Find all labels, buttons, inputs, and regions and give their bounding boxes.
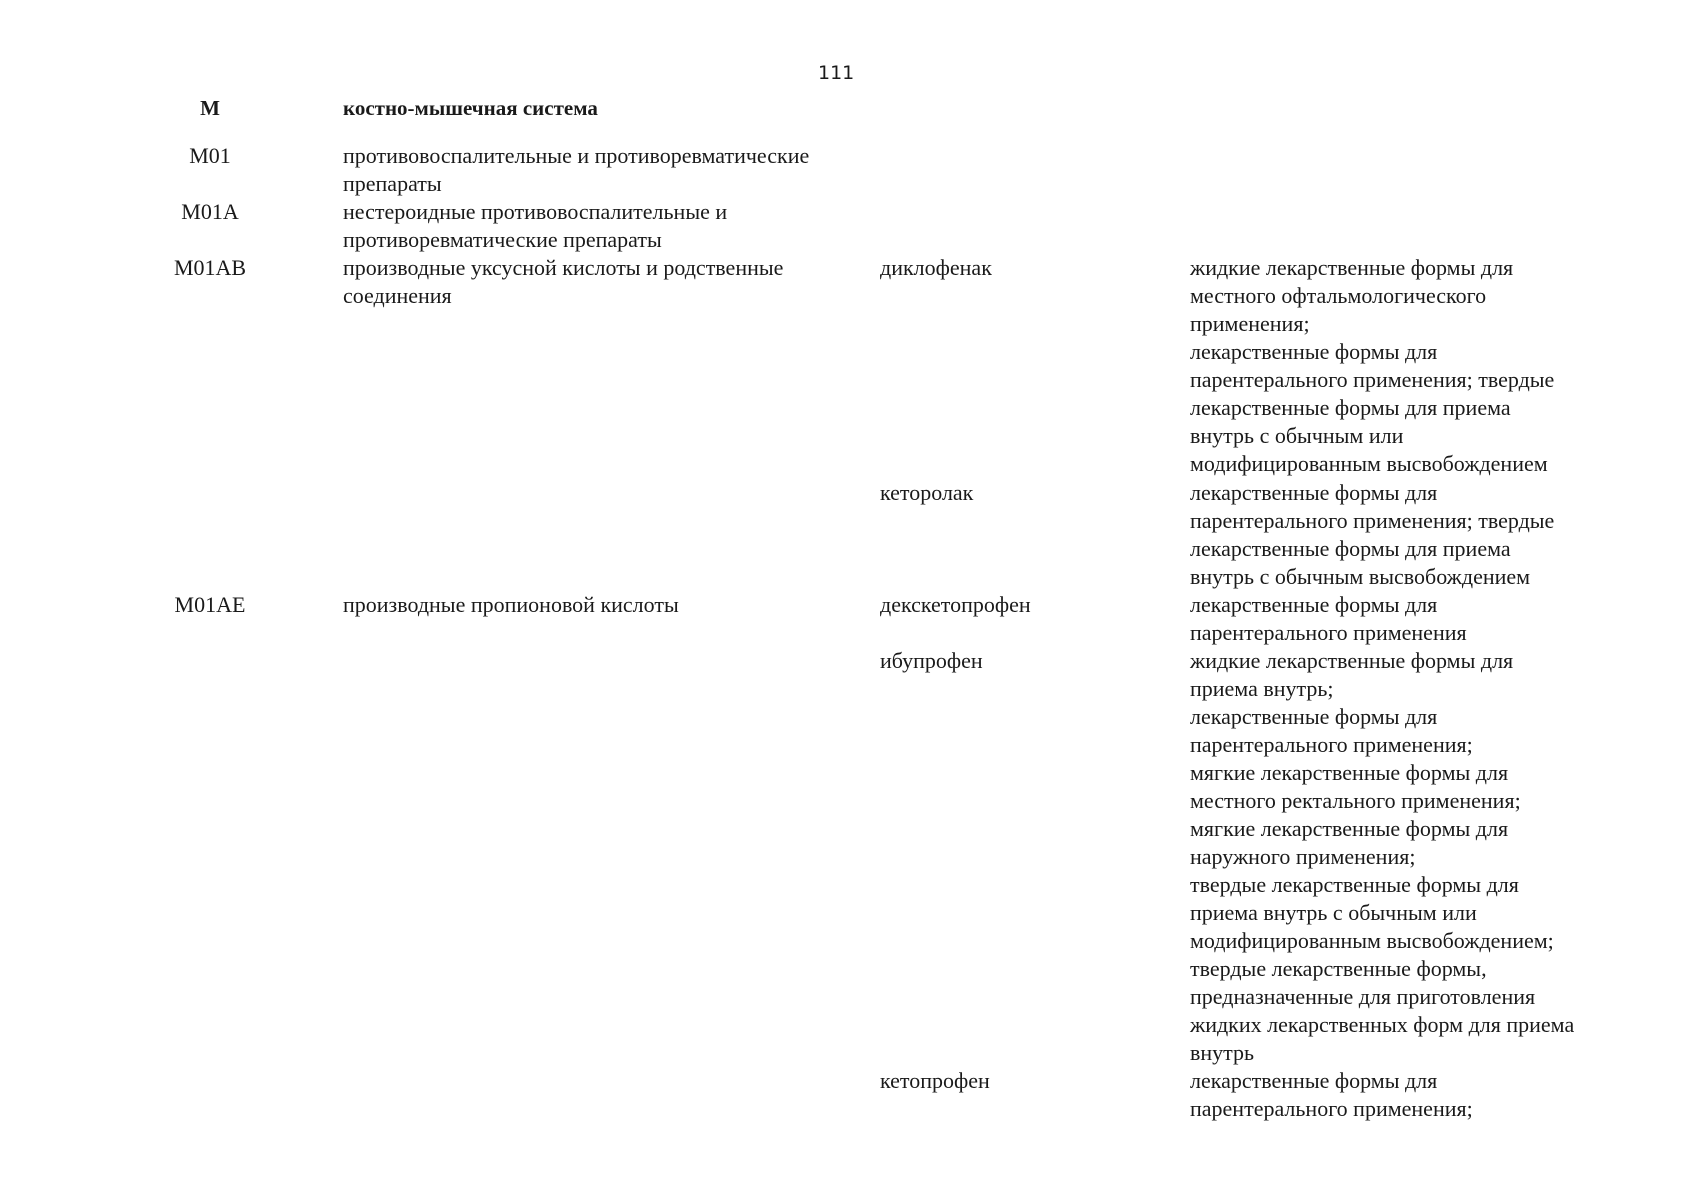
form-line: лекарственные формы для: [1190, 1068, 1438, 1093]
form-line: внутрь: [1190, 1040, 1255, 1065]
form-line: твердые лекарственные формы,: [1190, 956, 1487, 981]
form-line: парентерального применения; твердые: [1190, 367, 1555, 392]
description-line: производные пропионовой кислоты: [343, 592, 679, 617]
group-description: [343, 142, 873, 198]
dosage-forms: [1190, 479, 1660, 591]
form-line: жидких лекарственных форм для приема: [1190, 1012, 1575, 1037]
form-line: парентерального применения;: [1190, 1096, 1473, 1121]
form-line: лекарственные формы для приема: [1190, 536, 1511, 561]
description-line: соединения: [343, 283, 452, 308]
form-line: местного офтальмологического: [1190, 283, 1487, 308]
drug-name: декскетопрофен: [880, 592, 1031, 617]
group-code: М01АЕ: [174, 592, 246, 617]
dosage-forms: [1190, 254, 1660, 478]
form-line: парентерального применения; твердые: [1190, 508, 1555, 533]
form-line: модифицированным высвобождением: [1190, 451, 1548, 476]
form-line: лекарственные формы для: [1190, 592, 1438, 617]
form-line: лекарственные формы для приема: [1190, 395, 1511, 420]
description-line: производные уксусной кислоты и родственные: [343, 255, 784, 280]
form-line: внутрь с обычным высвобождением: [1190, 564, 1531, 589]
form-line: твердые лекарственные формы для: [1190, 872, 1519, 897]
drug-name: диклофенак: [880, 255, 992, 280]
page-number: 111: [818, 62, 855, 84]
form-line: жидкие лекарственные формы для: [1190, 255, 1514, 280]
form-line: парентерального применения;: [1190, 732, 1473, 757]
form-line: мягкие лекарственные формы для: [1190, 760, 1509, 785]
form-line: парентерального применения: [1190, 620, 1467, 645]
description-line: противовоспалительные и противоревматические: [343, 143, 810, 168]
form-line: лекарственные формы для: [1190, 480, 1438, 505]
drug-name: ибупрофен: [880, 648, 983, 673]
form-line: приема внутрь с обычным или: [1190, 900, 1477, 925]
form-line: местного ректального применения;: [1190, 788, 1521, 813]
group-description: [343, 198, 873, 254]
group-description: [343, 591, 873, 619]
form-line: применения;: [1190, 311, 1310, 336]
dosage-forms: [1190, 591, 1660, 647]
dosage-forms: [1190, 647, 1660, 1067]
form-line: внутрь с обычным или: [1190, 423, 1404, 448]
group-code: М01АВ: [173, 255, 247, 280]
form-line: жидкие лекарственные формы для: [1190, 648, 1514, 673]
group-code: М01: [189, 143, 231, 168]
section-title: костно-мышечная система: [343, 96, 598, 120]
form-line: наружного применения;: [1190, 844, 1416, 869]
description-line: противоревматические препараты: [343, 227, 662, 252]
group-code: М01А: [181, 199, 239, 224]
form-line: лекарственные формы для: [1190, 339, 1438, 364]
drug-name: кеторолак: [880, 480, 974, 505]
description-line: нестероидные противовоспалительные и: [343, 199, 728, 224]
section-code: М: [200, 96, 220, 120]
form-line: лекарственные формы для: [1190, 704, 1438, 729]
group-description: [343, 254, 873, 310]
form-line: приема внутрь;: [1190, 676, 1334, 701]
form-line: модифицированным высвобождением;: [1190, 928, 1554, 953]
form-line: предназначенные для приготовления: [1190, 984, 1536, 1009]
drug-name: кетопрофен: [880, 1068, 990, 1093]
description-line: препараты: [343, 171, 442, 196]
dosage-forms: [1190, 1067, 1660, 1123]
form-line: мягкие лекарственные формы для: [1190, 816, 1509, 841]
